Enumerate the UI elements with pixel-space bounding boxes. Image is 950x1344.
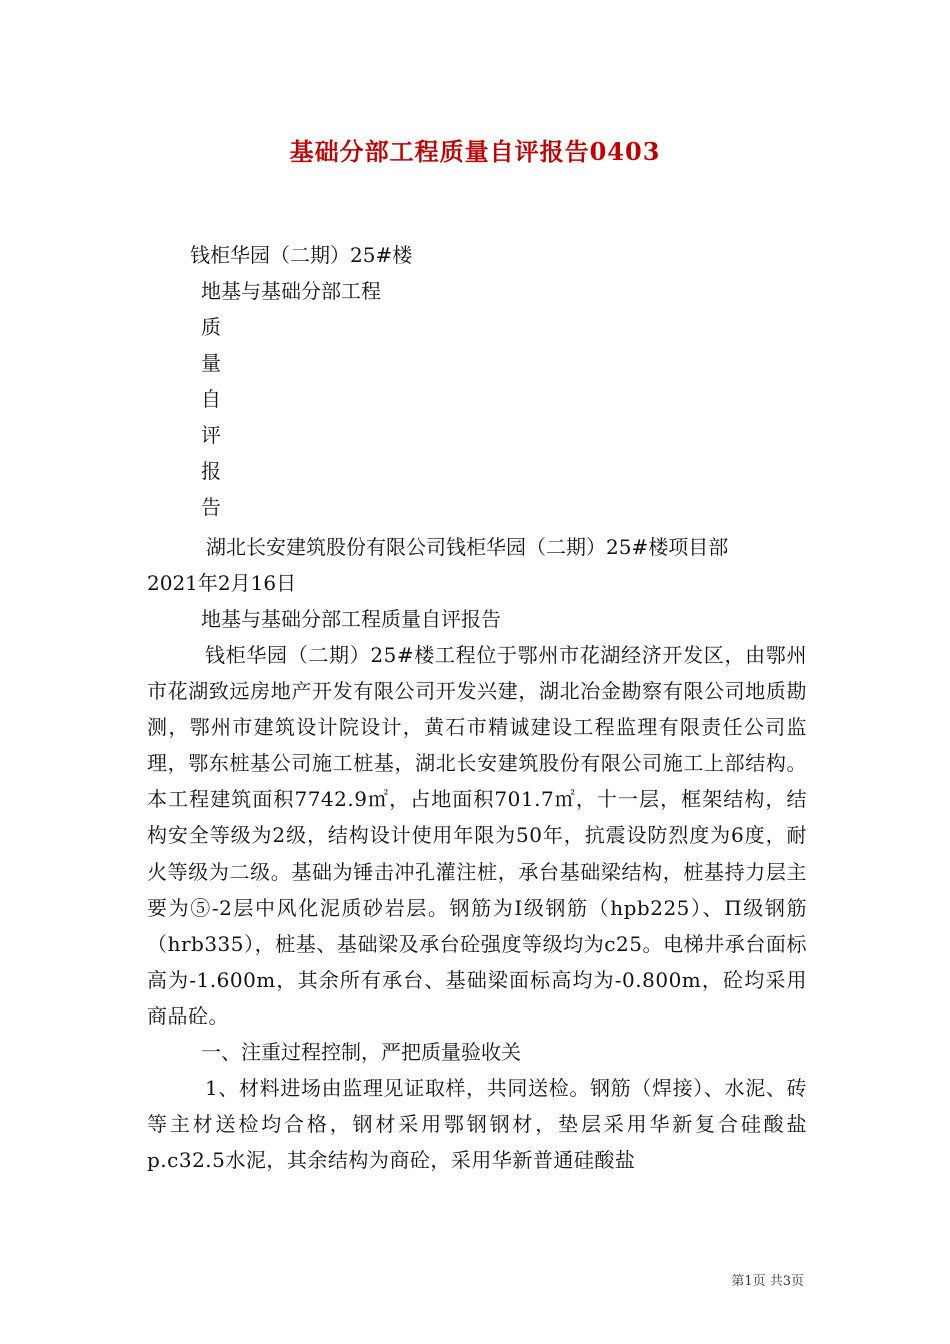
vertical-char: 质 [201,315,221,339]
vertical-char: 自 [201,387,221,411]
company-line: 湖北长安建筑股份有限公司钱柜华园（二期）25#楼项目部 [206,535,729,559]
project-name: 钱柜华园（二期）25#楼 [190,243,413,267]
paragraph-project-overview: 钱柜华园（二期）25#楼工程位于鄂州市花湖经济开发区，由鄂州市花湖致远房地产开发有限公司开发兴建，湖北冶金勘察有限公司地质勘测，鄂州市建筑设计院设计，黄石市精诚建设工程监理有限责任公司监理，鄂东桩基公司施工桩基，湖北长安建筑股份有限公司施工上部结构。本工程建筑面积7742.9㎡，占地面积701.7㎡，十一层，框架结构，结构安全等级为2级，结构设计使用年限为50年，抗震设防烈度为6度，耐火等级为二级。基础为锤击冲孔灌注桩，承台基础梁结构，桩基持力层主要为⑤-2层中风化泥质砂岩层。钢筋为Ⅰ级钢筋（hpb225）、Π级钢筋（hrb335），桩基、基础梁及承台砼强度等级均为c25。电梯井承台面标高为-1.600m，其余所有承台、基础梁面标高均为-0.800m，砼均采用商品砼。 [147,643,807,1028]
vertical-char: 评 [201,423,221,447]
report-heading: 地基与基础分部工程质量自评报告 [201,607,501,631]
vertical-char: 报 [201,459,221,483]
vertical-char: 量 [201,351,221,375]
report-date: 2021年2月16日 [147,571,297,595]
document-title: 基础分部工程质量自评报告0403 [289,137,661,166]
paragraph-materials: 1、材料进场由监理见证取样，共同送检。钢筋（焊接）、水泥、砖等主材送检均合格，钢材采用鄂钢钢材，垫层采用华新复合硅酸盐p.c32.5水泥，其余结构为商砼，采用华新普通硅酸盐 [147,1076,807,1173]
vertical-char: 告 [201,495,221,519]
page-footer: 第1页 共3页 [731,1274,804,1289]
section-heading: 一、注重过程控制，严把质量验收关 [201,1040,521,1064]
subproject-name: 地基与基础分部工程 [201,279,381,303]
